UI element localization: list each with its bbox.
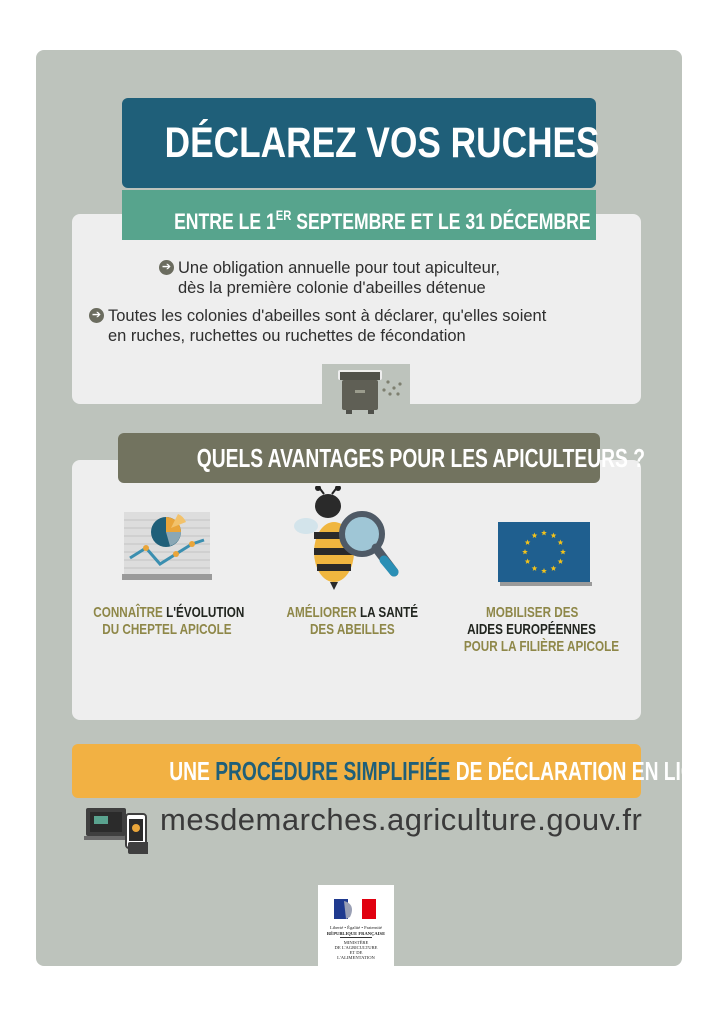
eu-flag-icon — [496, 522, 594, 586]
bullet-line: dès la première colonie d'abeilles détenue — [178, 279, 486, 297]
logo-motto: Liberté • Égalité • Fraternité — [330, 925, 382, 930]
logo-ministry-line: ET DE — [349, 950, 363, 955]
main-title-banner — [122, 98, 600, 188]
cta-text — [169, 744, 722, 798]
caption-highlight: LA SANTÉ — [359, 604, 418, 621]
chart-icon — [118, 510, 214, 582]
bullet-item — [90, 306, 546, 346]
page-title: DÉCLAREZ VOS RUCHES — [164, 119, 600, 167]
bee-magnifier-icon — [290, 486, 410, 592]
cta-part: UNE — [169, 756, 216, 786]
date-suffix: SEPTEMBRE ET LE 31 DÉCEMBRE — [291, 209, 591, 234]
ministry-logo — [318, 885, 394, 969]
question-heading: QUELS AVANTAGES POUR LES APICULTEURS ? — [196, 443, 645, 473]
caption-highlight: AIDES EUROPÉENNES — [467, 621, 597, 638]
logo-divider — [340, 937, 372, 938]
cta-banner — [72, 744, 723, 798]
caption-text: MOBILISER DES — [485, 604, 579, 621]
beehive-icon — [322, 364, 410, 424]
bullet-line: Toutes les colonies d'abeilles sont à déclarer, qu'elles soient — [108, 307, 547, 325]
devices-icon — [84, 806, 148, 856]
caption-text: DU CHEPTEL APICOLE — [102, 621, 232, 638]
caption-text: CONNAÎTRE — [93, 604, 167, 621]
question-banner — [118, 433, 645, 483]
marianne-logo-icon — [318, 895, 394, 925]
cta-part: DE DÉCLARATION EN LIGNE — [450, 756, 723, 786]
website-link[interactable]: mesdemarches.agriculture.gouv.fr — [160, 802, 643, 837]
advantage-caption-1 — [72, 604, 262, 638]
bullet-item — [160, 258, 500, 298]
bullet-line: en ruches, ruchettes ou ruchettes de fécondation — [108, 327, 466, 345]
advantage-caption-3 — [442, 604, 622, 655]
advantage-caption-2 — [262, 604, 442, 638]
date-text — [174, 190, 591, 247]
date-banner — [122, 190, 596, 240]
date-superscript: ER — [275, 207, 292, 223]
caption-text: POUR LA FILIÈRE APICOLE — [463, 638, 620, 655]
logo-ministry-line: L'ALIMENTATION — [337, 955, 375, 960]
date-prefix: ENTRE LE 1 — [174, 209, 276, 234]
logo-ministry-line: DE L'AGRICULTURE — [334, 945, 378, 950]
bullet-line: Une obligation annuelle pour tout apiculteur, — [178, 259, 500, 277]
logo-republic: RÉPUBLIQUE FRANÇAISE — [326, 931, 386, 936]
cta-highlight: PROCÉDURE SIMPLIFIÉE — [215, 756, 451, 786]
arrow-right-icon: ➔ — [89, 308, 104, 323]
logo-ministry-line: MINISTÈRE — [343, 940, 369, 945]
advantages-panel — [72, 460, 641, 720]
caption-text: DES ABEILLES — [309, 621, 395, 638]
caption-highlight: L'ÉVOLUTION — [166, 604, 245, 621]
arrow-right-icon: ➔ — [159, 260, 174, 275]
caption-text: AMÉLIORER — [286, 604, 360, 621]
